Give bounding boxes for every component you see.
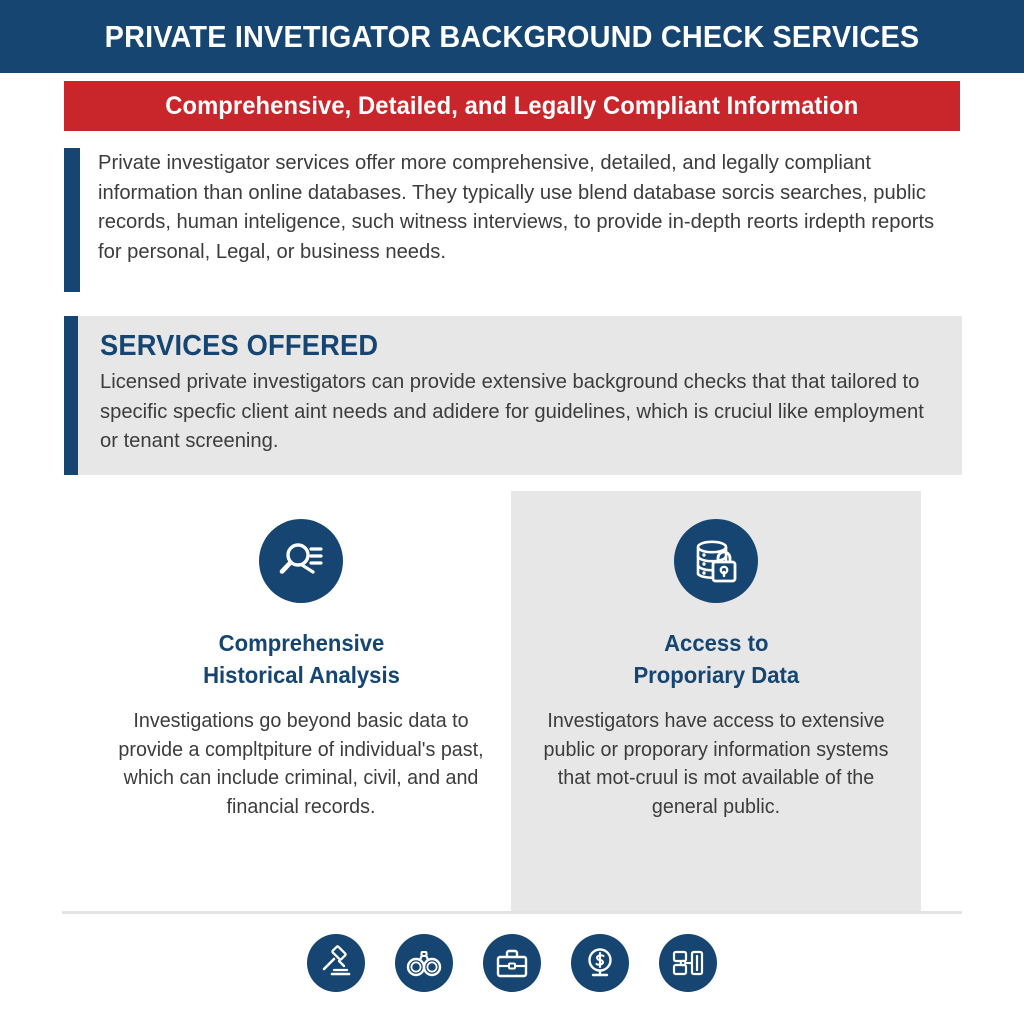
services-offered-panel: [64, 316, 962, 475]
intro-block: [64, 148, 964, 266]
page-header: [0, 0, 1024, 73]
footer-divider: [62, 911, 962, 914]
intro-paragraph: Private investigator services offer more comprehensive, detailed, and legally compliant information than online databases. They typically use blend database sorcis searches, public records, human inteligence, such witness interviews, to provide in-depth reorts irdepth reports for personal, Legal, or business needs.: [98, 151, 935, 263]
card-title-line2: Historical Analysis: [202, 662, 400, 688]
page-title: PRIVATE INVETIGATOR BACKGROUND CHECK SERVICES: [104, 18, 920, 54]
card-title-line1: Access to: [663, 630, 769, 656]
briefcase-icon: [483, 934, 541, 992]
handcuffs-icon: [395, 934, 453, 992]
card-title-line1: Comprehensive: [218, 630, 384, 656]
database-lock-icon: [674, 519, 758, 603]
card-title: [633, 627, 799, 691]
network-diagram-icon: [659, 934, 717, 992]
feature-cards-row: [0, 491, 1024, 912]
magnifier-search-icon: [259, 519, 343, 603]
card-body-text: Investigators have access to extensive public or proporary information systems that mot-cruul is mot available of the general public.: [543, 710, 889, 818]
card-comprehensive-historical-analysis: [96, 491, 506, 912]
subtitle-text: Comprehensive, Detailed, and Legally Compliant Information: [165, 91, 859, 120]
services-content: [100, 330, 948, 456]
footer-icon-row: [0, 934, 1024, 992]
subtitle-band: [64, 81, 960, 131]
card-body-text: Investigations go beyond basic data to provide a compltpiture of individual's past, which can include criminal, civil, and and financial records.: [118, 710, 484, 818]
services-paragraph: Licensed private investigators can provide extensive background checks that that tailored to specific specfic client aint needs and adidere for guidelines, which is cruciul like employment or tenant screening.: [100, 370, 924, 452]
card-access-to-proporiary-data: [511, 491, 921, 912]
services-accent-bar: [64, 316, 78, 475]
dollar-magnifier-icon: [571, 934, 629, 992]
gavel-icon: [307, 934, 365, 992]
intro-accent-bar: [64, 148, 80, 292]
card-title: [203, 627, 400, 691]
card-title-line2: Proporiary Data: [633, 662, 799, 688]
services-heading: SERVICES OFFERED: [100, 330, 379, 362]
